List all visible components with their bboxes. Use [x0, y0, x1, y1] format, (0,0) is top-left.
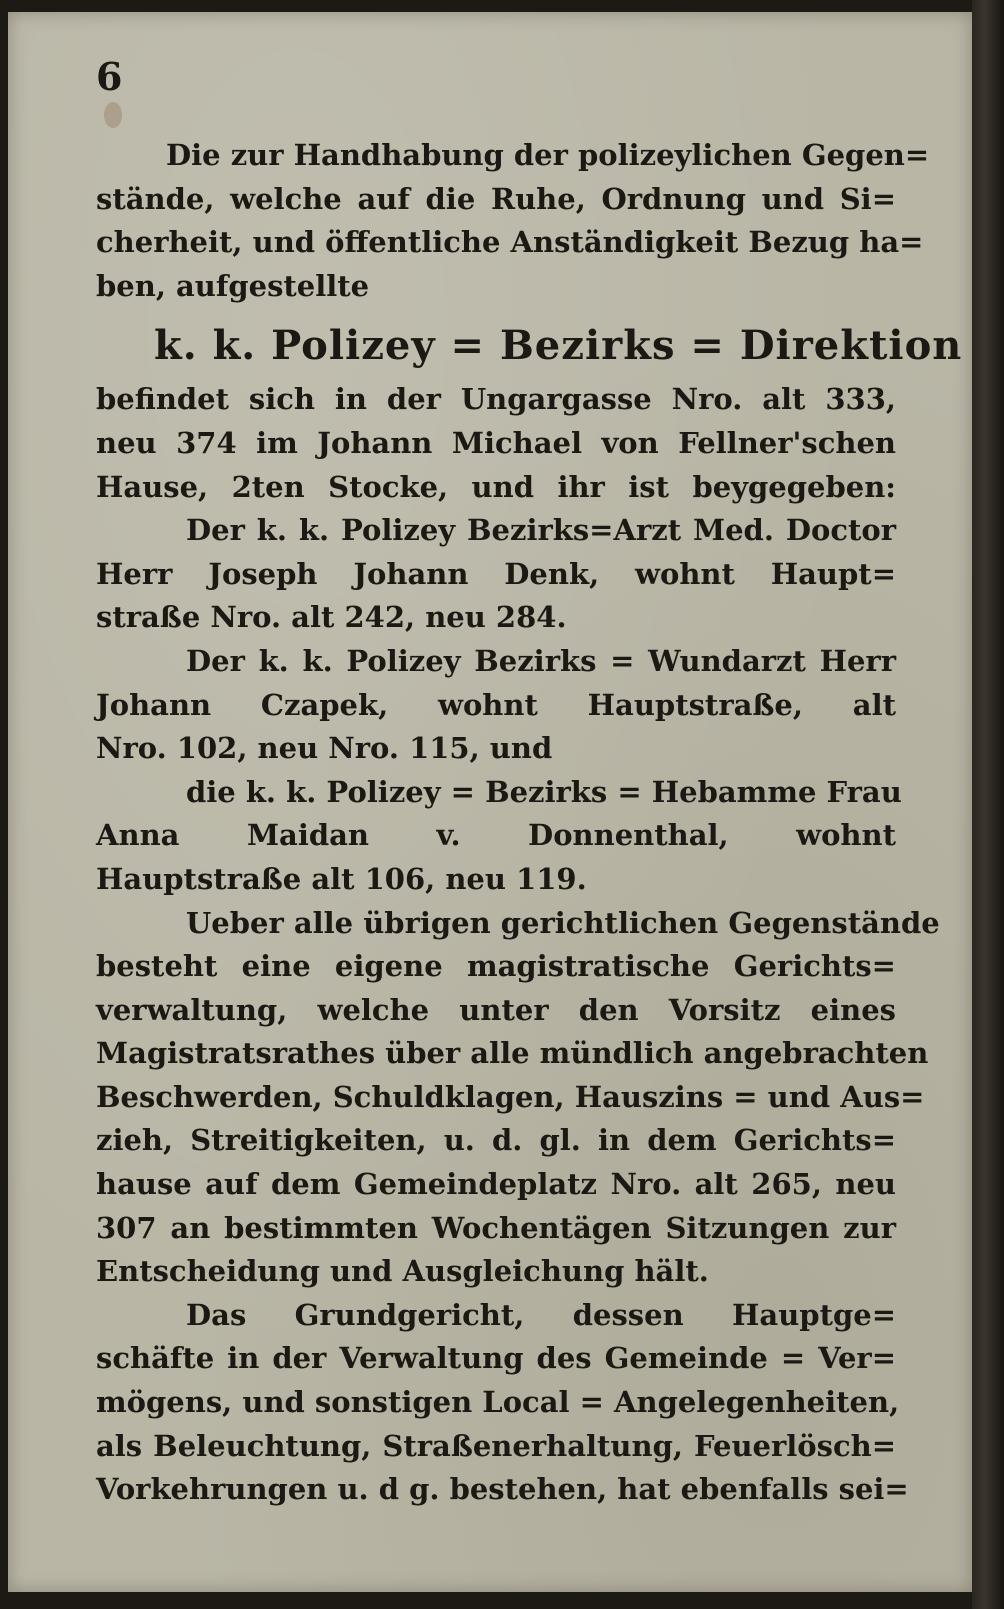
text-line: Anna Maidan v. Donnenthal, wohnt	[96, 818, 896, 853]
text-line: straße Nro. alt 242, neu 284.	[96, 600, 567, 635]
text-line: Hause, 2ten Stocke, und ihr ist beygegeben:	[96, 469, 896, 504]
text-line: schäfte in der Verwaltung des Gemeinde = Ver=	[96, 1341, 896, 1376]
page-number: 6	[96, 54, 123, 99]
book-page	[8, 12, 972, 1592]
page-text	[96, 134, 963, 1512]
text-line: stände, welche auf die Ruhe, Ordnung und Si=	[96, 181, 896, 216]
text-line: neu 374 im Johann Michael von Fellner'schen	[96, 425, 896, 460]
text-line: Beschwerden, Schuldklagen, Hauszins = und Aus=	[96, 1079, 925, 1114]
text-line: mögens, und sonstigen Local = Angelegenheiten,	[96, 1385, 900, 1420]
text-line: Der k. k. Polizey Bezirks = Wundarzt Herr	[186, 643, 896, 678]
text-line: Hauptstraße alt 106, neu 119.	[96, 861, 587, 896]
text-line: 307 an bestimmten Wochentägen Sitzungen zur	[96, 1210, 896, 1245]
section-heading: k. k. Polizey = Bezirks = Direktion	[154, 322, 963, 370]
text-line: ben, aufgestellte	[96, 268, 370, 303]
text-line: Die zur Handhabung der polizeylichen Gegen=	[166, 138, 930, 172]
text-line: zieh, Streitigkeiten, u. d. gl. in dem Gerichts=	[96, 1123, 896, 1158]
text-line: Entscheidung und Ausgleichung hält.	[96, 1254, 709, 1289]
text-line: hause auf dem Gemeindeplatz Nro. alt 265, neu	[96, 1167, 896, 1202]
text-line: Herr Joseph Johann Denk, wohnt Haupt=	[96, 556, 896, 591]
text-line: Johann Czapek, wohnt Hauptstraße, alt	[96, 687, 896, 722]
text-line: cherheit, und öffentliche Anständigkeit Bezug ha=	[96, 225, 924, 260]
text-line: verwaltung, welche unter den Vorsitz eines	[96, 992, 896, 1027]
text-line: Das Grundgericht, dessen Hauptge=	[186, 1297, 896, 1332]
text-line: befindet sich in der Ungargasse Nro. alt 333,	[96, 382, 896, 417]
text-line: die k. k. Polizey = Bezirks = Hebamme Frau	[186, 774, 902, 809]
text-line: Magistratsrathes über alle mündlich angebrachten	[96, 1036, 929, 1071]
paper-stain	[104, 102, 122, 128]
text-line: Der k. k. Polizey Bezirks=Arzt Med. Doctor	[186, 513, 896, 548]
text-line: Ueber alle übrigen gerichtlichen Gegenstände	[186, 905, 940, 940]
text-line: als Beleuchtung, Straßenerhaltung, Feuerlösch=	[96, 1428, 896, 1463]
text-line: Vorkehrungen u. d g. bestehen, hat ebenfalls sei=	[96, 1472, 909, 1507]
book-spine-edge	[972, 0, 1004, 1609]
text-line: besteht eine eigene magistratische Gerichts=	[96, 949, 896, 984]
text-line: Nro. 102, neu Nro. 115, und	[96, 731, 553, 766]
